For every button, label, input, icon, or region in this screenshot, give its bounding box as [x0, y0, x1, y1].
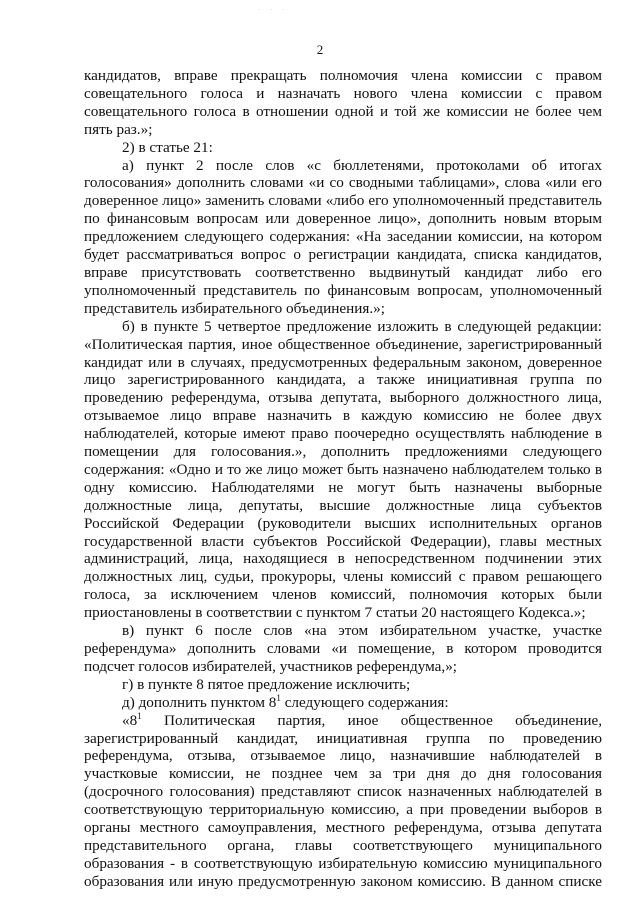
page-number: 2: [316, 42, 324, 57]
paragraph-continuation: кандидатов, вправе прекращать полномочия члена комиссии с правом совещательного голоса и назначать нового члена комиссии с правом совещательного голоса в отношении одной и той же комиссии не более чем пять раз.»;: [84, 67, 602, 138]
paragraph-article-21: 2) в статье 21:: [122, 138, 213, 156]
paragraph-item-g: г) в пункте 8 пятое предложение исключить;: [122, 675, 411, 693]
text-segment: Политическая партия, иное общественное объединение, зарегистрированный кандидат, инициативная группа по проведению референдума, отзыва, отзываемое лицо, назначившие наблюдателей в участковые комиссии, не позднее чем за три дня до дня голосования (досрочного голосования) представляют список назначенных наблюдателей в соответствующую территориальную комиссию, а при проведении выборов в органы местного самоуправления, местного референдума, отзыва депутата представительного органа, главы соответствующего муниципального образования - в соответствующую избирательную комиссию муниципального образования или иную предусмотренную законом комиссию. В данном списке: [84, 711, 602, 890]
paragraph-item-d: [84, 694, 602, 712]
text-segment: следующего содержания:: [280, 693, 449, 711]
scan-specks: · · ·: [258, 6, 289, 14]
paragraph-point-8-1: [84, 712, 602, 891]
paragraph-item-a: а) пункт 2 после слов «с бюллетенями, протоколами об итогах голосования» дополнить словами «и со сводными таблицами», слова «или его доверенное лицо» заменить словами «либо его уполномоченный представитель по финансовым вопросам или доверенное лицо», дополнить новым вторым предложением следующего содержания: «На заседании комиссии, на котором будет рассматриваться вопрос о регистрации кандидата, списка кандидатов, вправе присутствовать соответственно выдвинутый кандидат либо его уполномоченный представитель по финансовым вопросам, уполномоченный представитель избирательного объединения.»;: [84, 156, 602, 317]
document-body: [84, 67, 602, 891]
paragraph-item-v: в) пункт 6 после слов «на этом избирательном участке, участке референдума» дополнить словами «и помещение, в котором проводится подсчет голосов избирателей, участников референдума,»;: [84, 622, 602, 675]
superscript: 1: [137, 710, 142, 721]
text-segment: д) дополнить пунктом 8: [122, 693, 277, 711]
text-segment: «8: [122, 711, 138, 729]
superscript: 1: [276, 692, 281, 703]
paragraph-item-b: б) в пункте 5 четвертое предложение изложить в следующей редакции: «Политическая партия, иное общественное объединение, зарегистрированный кандидат или в случаях, предусмотренных федеральным законом, доверенное лицо зарегистрированного кандидата, а также инициативная группа по проведению референдума, отзыва депутата, выборного должностного лица, отзываемое лицо вправе назначить в каждую комиссию не более двух наблюдателей, которые имеют право поочередно осуществлять наблюдение в помещении для голосования.», дополнить предложениями следующего содержания: «Одно и то же лицо может быть назначено наблюдателем только в одну комиссию. Наблюдателями не могут быть назначены выборные должностные лица, депутаты, высшие должностные лица субъектов Российской Федерации (руководители высших исполнительных органов государственной власти субъектов Российской Федерации), главы местных администраций, лица, находящиеся в непосредственном подчинении этих должностных лиц, судьи, прокуроры, члены комиссий с правом решающего голоса, за исключением членов комиссий, полномочия которых были приостановлены в соответствии с пунктом 7 статьи 20 настоящего Кодекса.»;: [84, 317, 602, 622]
